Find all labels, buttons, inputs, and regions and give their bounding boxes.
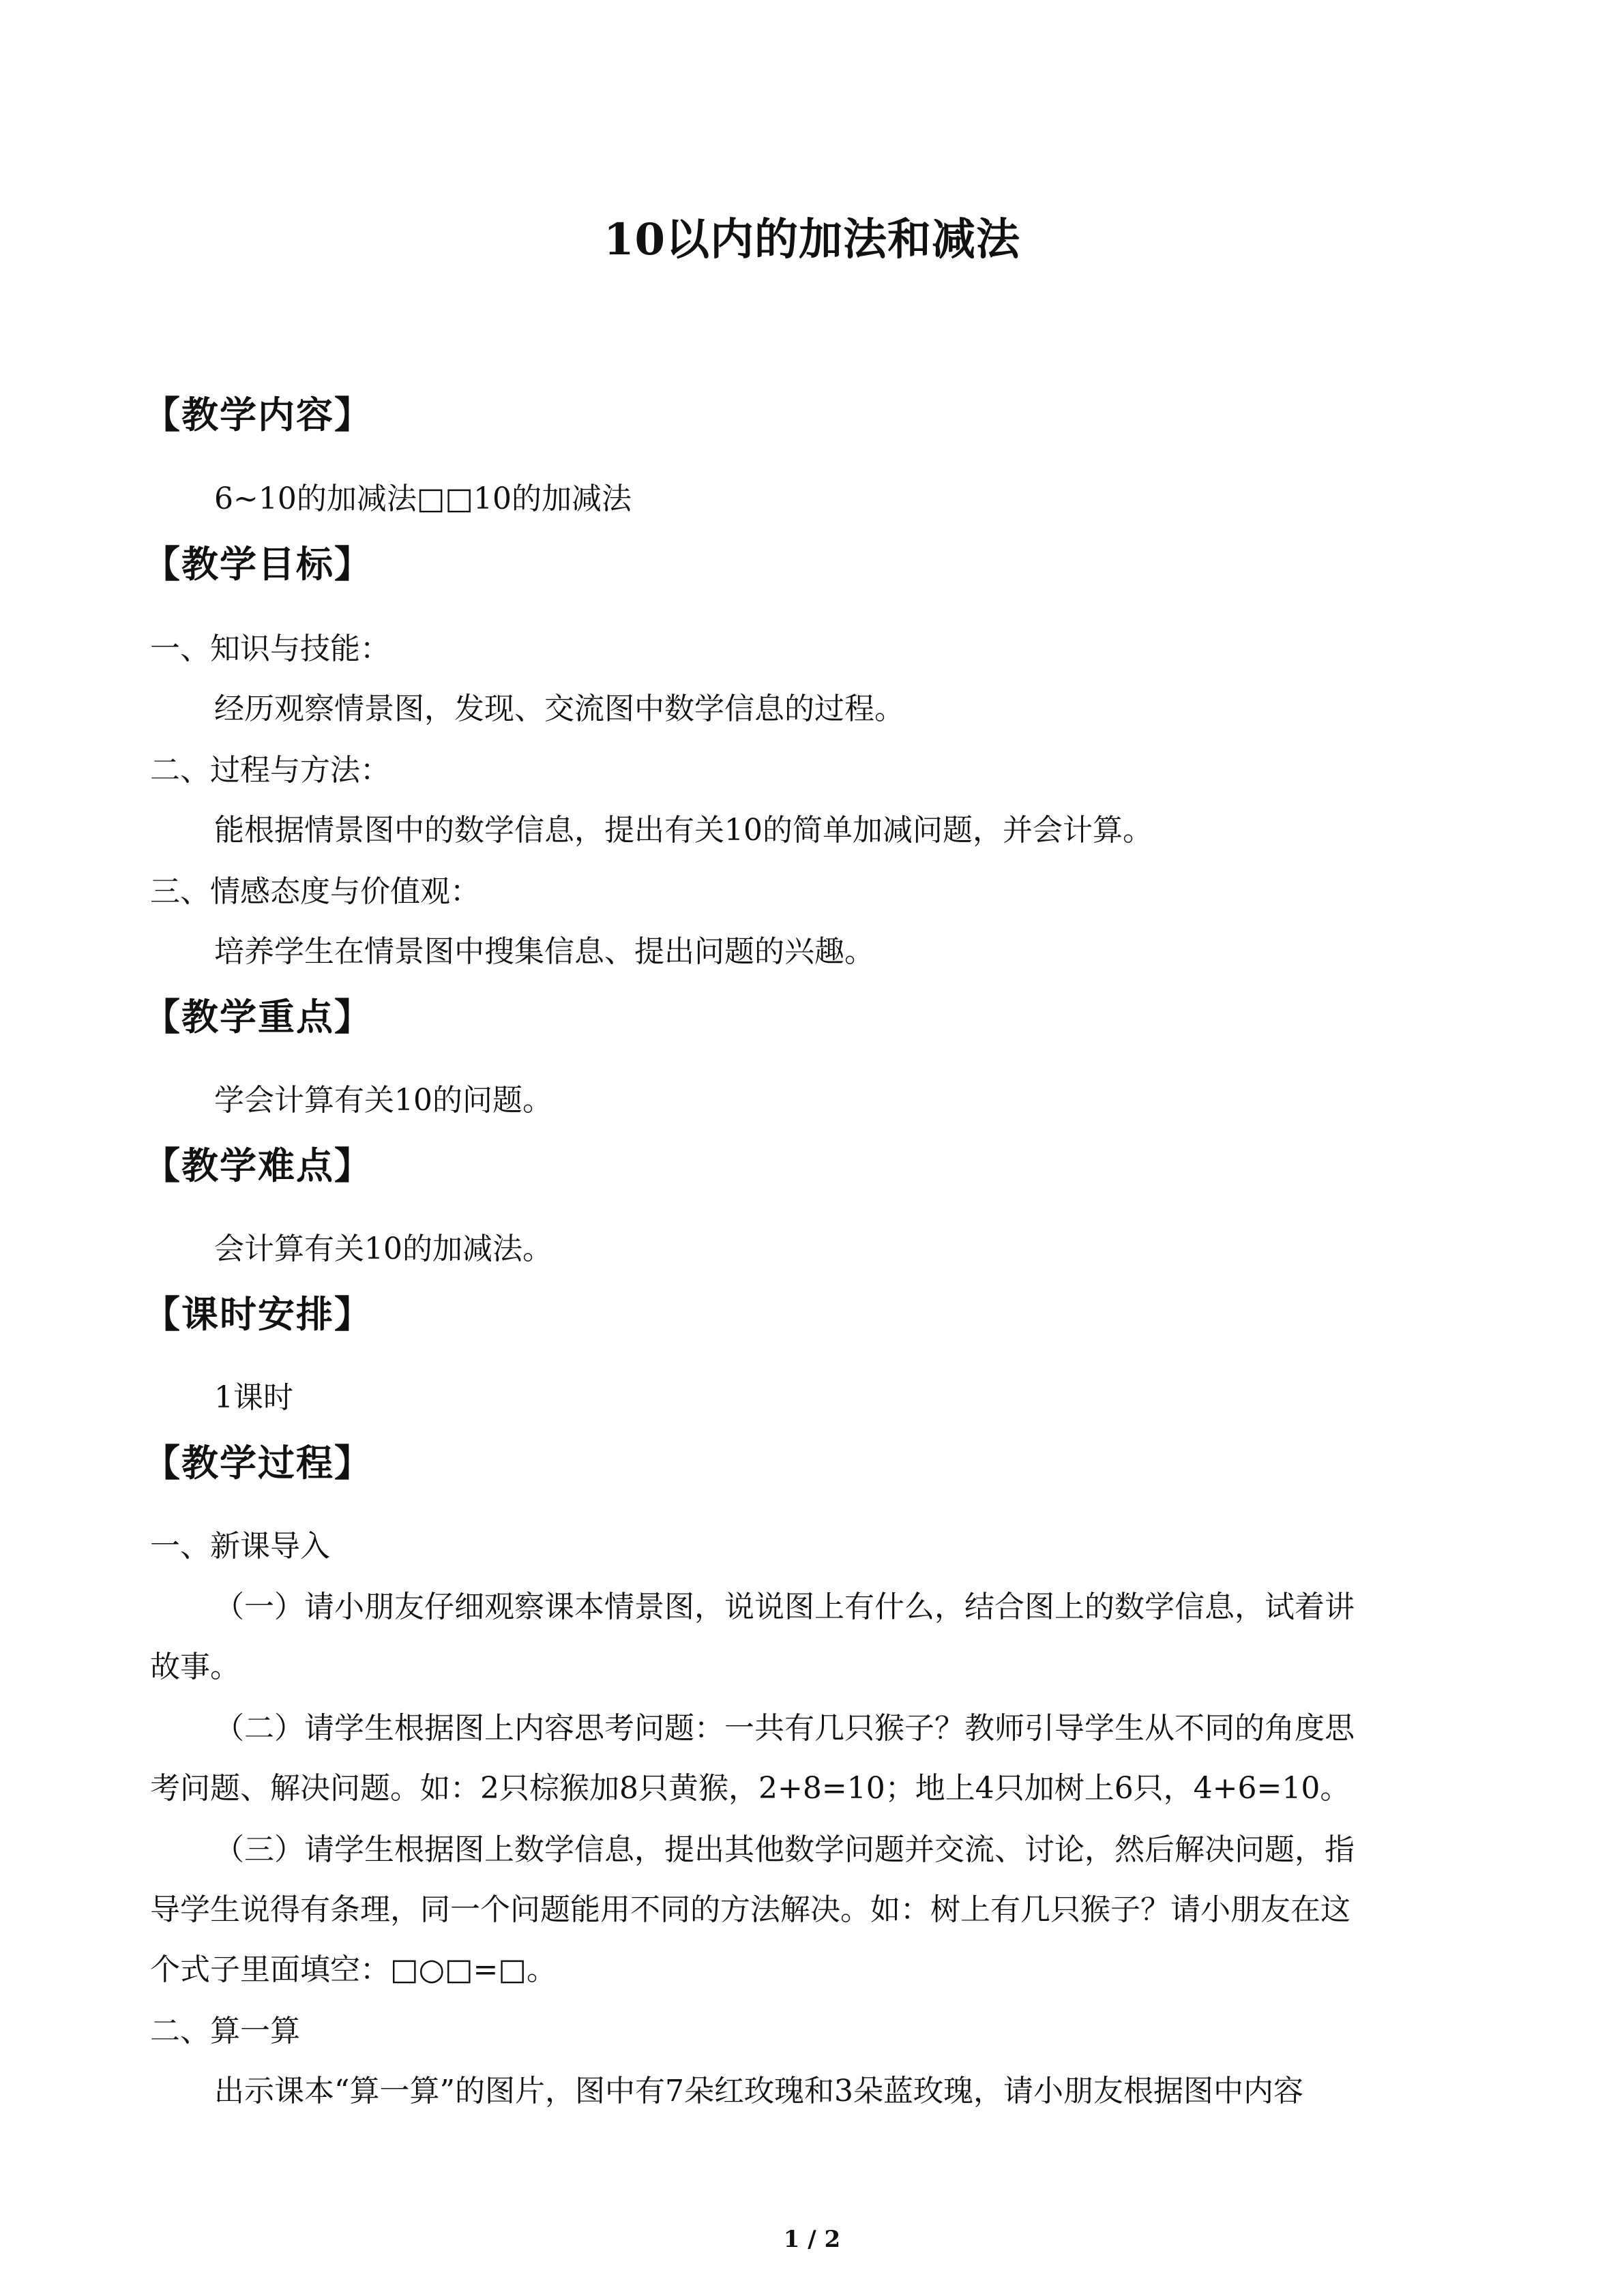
process-paragraph-3-line-3: 个式子里面填空：□○□=□。 xyxy=(150,1952,557,1987)
process-paragraph-2-line-2: 考问题、解决问题。如：2只棕猴加8只黄猴，2+8=10；地上4只加树上6只，4+6=10。 xyxy=(150,1771,1350,1806)
key-points-text: 学会计算有关10的问题。 xyxy=(214,1083,552,1118)
objective-text-attitude: 培养学生在情景图中搜集信息、提出问题的兴趣。 xyxy=(214,934,874,969)
objective-text-process: 能根据情景图中的数学信息，提出有关10的简单加减问题，并会计算。 xyxy=(214,813,1153,848)
process-paragraph-1-line-2: 故事。 xyxy=(150,1650,240,1684)
objective-label-process: 二、过程与方法： xyxy=(150,753,390,788)
page-number: 1 / 2 xyxy=(783,2226,841,2253)
section-heading-schedule: 【课时安排】 xyxy=(143,1292,372,1336)
section-heading-objectives: 【教学目标】 xyxy=(143,542,372,586)
section-heading-content: 【教学内容】 xyxy=(143,393,372,436)
process-paragraph-2-line-1: （二）请学生根据图上内容思考问题：一共有几只猴子？教师引导学生从不同的角度思 xyxy=(214,1711,1355,1746)
objective-label-attitude: 三、情感态度与价值观： xyxy=(150,874,480,909)
process-paragraph-1-line-1: （一）请小朋友仔细观察课本情景图，说说图上有什么，结合图上的数学信息，试着讲 xyxy=(214,1590,1355,1624)
process-part1-label: 一、新课导入 xyxy=(150,1529,330,1564)
objective-text-knowledge: 经历观察情景图，发现、交流图中数学信息的过程。 xyxy=(214,691,904,726)
process-part2-line-1: 出示课本“算一算”的图片，图中有7朵红玫瑰和3朵蓝玫瑰，请小朋友根据图中内容 xyxy=(214,2074,1303,2108)
process-paragraph-3-line-1: （三）请学生根据图上数学信息，提出其他数学问题并交流、讨论，然后解决问题，指 xyxy=(214,1832,1355,1867)
section-heading-difficulties: 【教学难点】 xyxy=(143,1144,372,1187)
schedule-text: 1课时 xyxy=(214,1380,293,1415)
objective-label-knowledge: 一、知识与技能： xyxy=(150,631,390,666)
content-text: 6~10的加减法□□10的加减法 xyxy=(214,481,632,516)
page-title: 10以内的加法和减法 xyxy=(603,214,1021,265)
difficulties-text: 会计算有关10的加减法。 xyxy=(214,1232,552,1266)
process-part2-label: 二、算一算 xyxy=(150,2014,300,2048)
process-paragraph-3-line-2: 导学生说得有条理，同一个问题能用不同的方法解决。如：树上有几只猴子？请小朋友在这 xyxy=(150,1892,1350,1927)
section-heading-process: 【教学过程】 xyxy=(143,1441,372,1485)
section-heading-key-points: 【教学重点】 xyxy=(143,995,372,1039)
